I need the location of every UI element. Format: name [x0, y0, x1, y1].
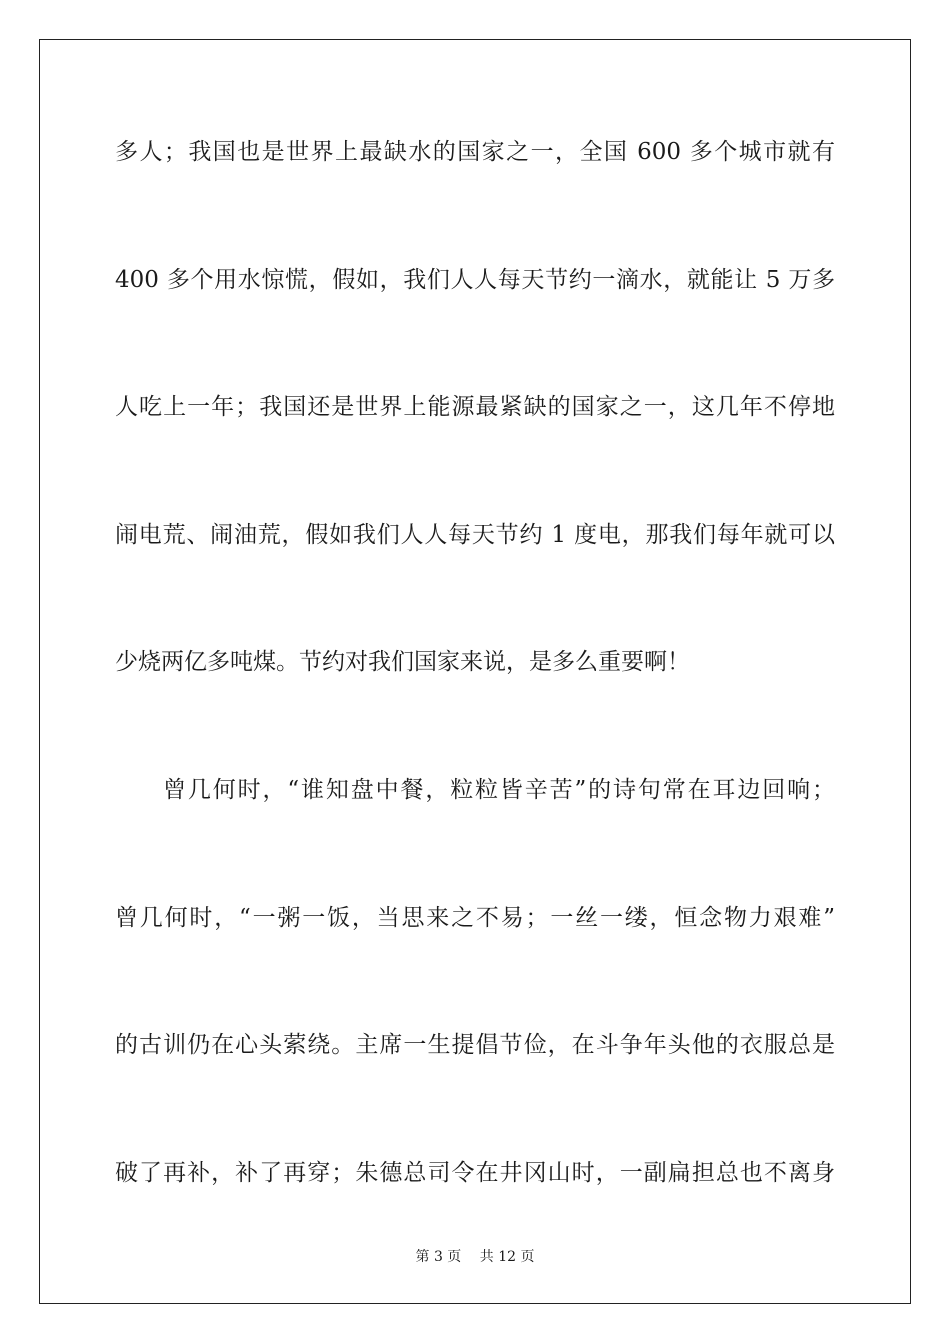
page-footer: [0, 1246, 950, 1266]
text-line: 少烧两亿多吨煤。节约对我们国家来说，是多么重要啊！: [115, 649, 690, 676]
page-number-total: 共 12 页: [479, 1249, 535, 1265]
document-body: [115, 120, 835, 1268]
text-line: 闹电荒、闹油荒，假如我们人人每天节约 1 度电，那我们每年就可以: [115, 521, 835, 548]
text-line: 的古训仍在心头萦绕。主席一生提倡节俭，在斗争年头他的衣服总是: [115, 1032, 835, 1059]
text-line: 多人；我国也是世界上最缺水的国家之一，全国 600 多个城市就有: [115, 139, 835, 165]
page-number-current: 第 3 页: [415, 1249, 462, 1265]
text-line: 破了再补，补了再穿；朱德总司令在井冈山时，一副扁担总也不离身: [115, 1159, 835, 1186]
text-line: 400 多个用水惊慌，假如，我们人人每天节约一滴水，就能让 5 万多: [115, 266, 835, 293]
text-line: 人吃上一年；我国还是世界上能源最紧缺的国家之一，这几年不停地: [115, 394, 835, 421]
text-line: 曾几何时，“一粥一饭，当思来之不易；一丝一缕，恒念物力艰难”: [115, 904, 835, 931]
paragraph-start-line: 曾几何时，“谁知盘中餐，粒粒皆辛苦”的诗句常在耳边回响；: [163, 776, 835, 803]
